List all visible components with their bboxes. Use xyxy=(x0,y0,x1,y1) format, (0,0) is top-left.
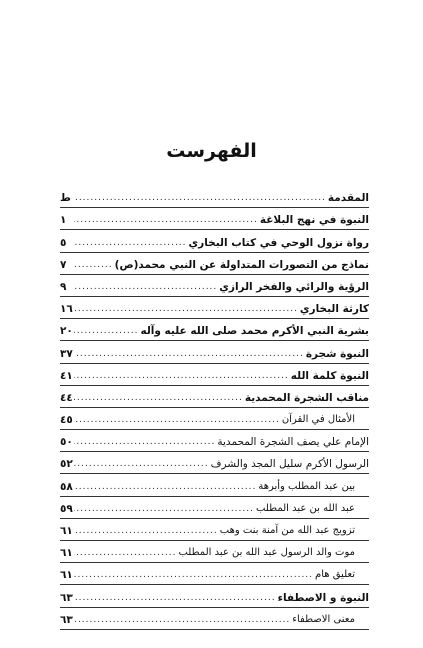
toc-entry-page-number: ٥٨ xyxy=(60,480,73,493)
toc-entry[interactable] xyxy=(60,541,369,563)
toc-entry-title: بين عبد المطلب وأبرهة xyxy=(258,480,355,492)
toc-entry[interactable] xyxy=(60,430,369,452)
dot-leader xyxy=(74,591,276,608)
toc-entry[interactable] xyxy=(60,452,369,474)
dot-leader xyxy=(74,324,138,341)
toc-entry-title: النبوة في نهج البلاغة xyxy=(259,214,369,227)
toc-entry-title: معنى الاصطفاء xyxy=(292,613,355,625)
toc-entry-page-number: ٦١ xyxy=(60,547,73,560)
row-divider xyxy=(60,629,369,630)
toc-entry-page-number: ٦١ xyxy=(60,525,73,537)
toc-entry[interactable] xyxy=(60,563,369,585)
dot-leader xyxy=(74,502,254,519)
dot-leader xyxy=(74,391,243,408)
toc-entry-title: تعليق هام xyxy=(315,569,355,581)
toc-entry-page-number: ٩ xyxy=(60,280,67,293)
toc-entry[interactable] xyxy=(60,230,369,252)
toc-entry[interactable] xyxy=(60,208,369,230)
dot-leader xyxy=(74,236,187,253)
page-title: الفهرست xyxy=(166,140,257,162)
toc-entry-page-number: ٣٧ xyxy=(60,347,73,360)
dot-leader xyxy=(74,435,215,452)
toc-entry-page-number: ٧ xyxy=(60,258,67,271)
toc-entry-title: نماذج من التصورات المتداولة عن النبي محمد(ص) xyxy=(114,258,369,271)
dot-leader xyxy=(74,613,290,630)
dot-leader xyxy=(74,524,218,541)
dot-leader xyxy=(74,302,298,319)
toc-entry[interactable] xyxy=(60,608,369,630)
toc-entry-page-number: ٤٤ xyxy=(60,391,73,404)
toc-entry[interactable] xyxy=(60,319,369,341)
toc-entry[interactable] xyxy=(60,497,369,519)
toc-entry-page-number: ٥٩ xyxy=(60,502,73,515)
toc-entry-title: النبوة و الاصطفاء xyxy=(277,591,369,604)
toc-entry[interactable] xyxy=(60,341,369,363)
toc-entry-page-number: ٦٣ xyxy=(60,591,73,604)
toc-entry-title: رواة نزول الوحي في كتاب البخاري xyxy=(188,236,369,249)
dot-leader xyxy=(74,457,209,474)
toc-entry[interactable] xyxy=(60,364,369,386)
toc-entry-title: تزويج عبد الله من آمنة بنت وهب xyxy=(219,525,355,536)
toc-entry-page-number: ٥٢ xyxy=(60,458,73,471)
toc-entry-page-number: ١ xyxy=(60,214,67,227)
toc-entry-title: النبوة كلمة الله xyxy=(290,369,369,382)
toc-entry-page-number: ٦٣ xyxy=(60,613,73,626)
toc-entry-page-number: ٥ xyxy=(60,236,67,249)
toc-entry[interactable] xyxy=(60,386,369,408)
toc-entry-page-number: ٤١ xyxy=(60,369,73,382)
toc-entry-title: المقدمة xyxy=(327,192,369,205)
toc-entry-title: كارثة البخاري xyxy=(299,303,369,316)
dot-leader xyxy=(74,413,280,430)
dot-leader xyxy=(74,213,258,230)
dot-leader xyxy=(74,480,256,497)
toc-entry-page-number: ٢٠ xyxy=(60,325,73,338)
toc-entry-title: بشرية النبي الأكرم محمد صلى الله عليه وآله xyxy=(140,325,369,338)
dot-leader xyxy=(74,546,176,563)
toc-entry[interactable] xyxy=(60,253,369,275)
toc-entry-title: الأمثال في القرآن xyxy=(281,414,355,426)
toc-entry-title: الرؤية والرائي والفخر الرازي xyxy=(219,280,369,293)
toc-entry-page-number: ٤٥ xyxy=(60,414,73,427)
toc-entry[interactable] xyxy=(60,275,369,297)
toc-entry-title: مناقب الشجرة المحمدية xyxy=(244,391,369,404)
toc-entry-title: عبد الله بن عبد المطلب xyxy=(255,502,355,514)
dot-leader xyxy=(74,369,289,386)
toc-entry-title: موت والد الرسول عبد الله بن عبد المطلب xyxy=(178,547,355,559)
dot-leader xyxy=(74,258,113,275)
toc-entry-title: النبوة شجرة xyxy=(305,347,369,360)
toc-entry[interactable] xyxy=(60,297,369,319)
toc-entry-title: الرسول الأكرم سليل المجد والشرف xyxy=(210,458,369,471)
dot-leader xyxy=(74,280,217,297)
toc-entry-page-number: ٦١ xyxy=(60,569,73,582)
dot-leader xyxy=(74,347,304,364)
dot-leader xyxy=(74,568,313,585)
toc-entry[interactable] xyxy=(60,474,369,496)
toc-entry-title: الإمام علي يصف الشجرة المحمدية xyxy=(217,436,369,449)
toc-entry[interactable] xyxy=(60,585,369,607)
toc-entry-page-number: ٥٠ xyxy=(60,436,73,449)
table-of-contents xyxy=(60,186,369,630)
toc-entry[interactable] xyxy=(60,186,369,208)
toc-entry-page-number: ط xyxy=(60,192,71,205)
dot-leader xyxy=(74,191,326,208)
toc-entry[interactable] xyxy=(60,519,369,541)
toc-entry-page-number: ١٦ xyxy=(60,303,73,316)
toc-entry[interactable] xyxy=(60,408,369,430)
